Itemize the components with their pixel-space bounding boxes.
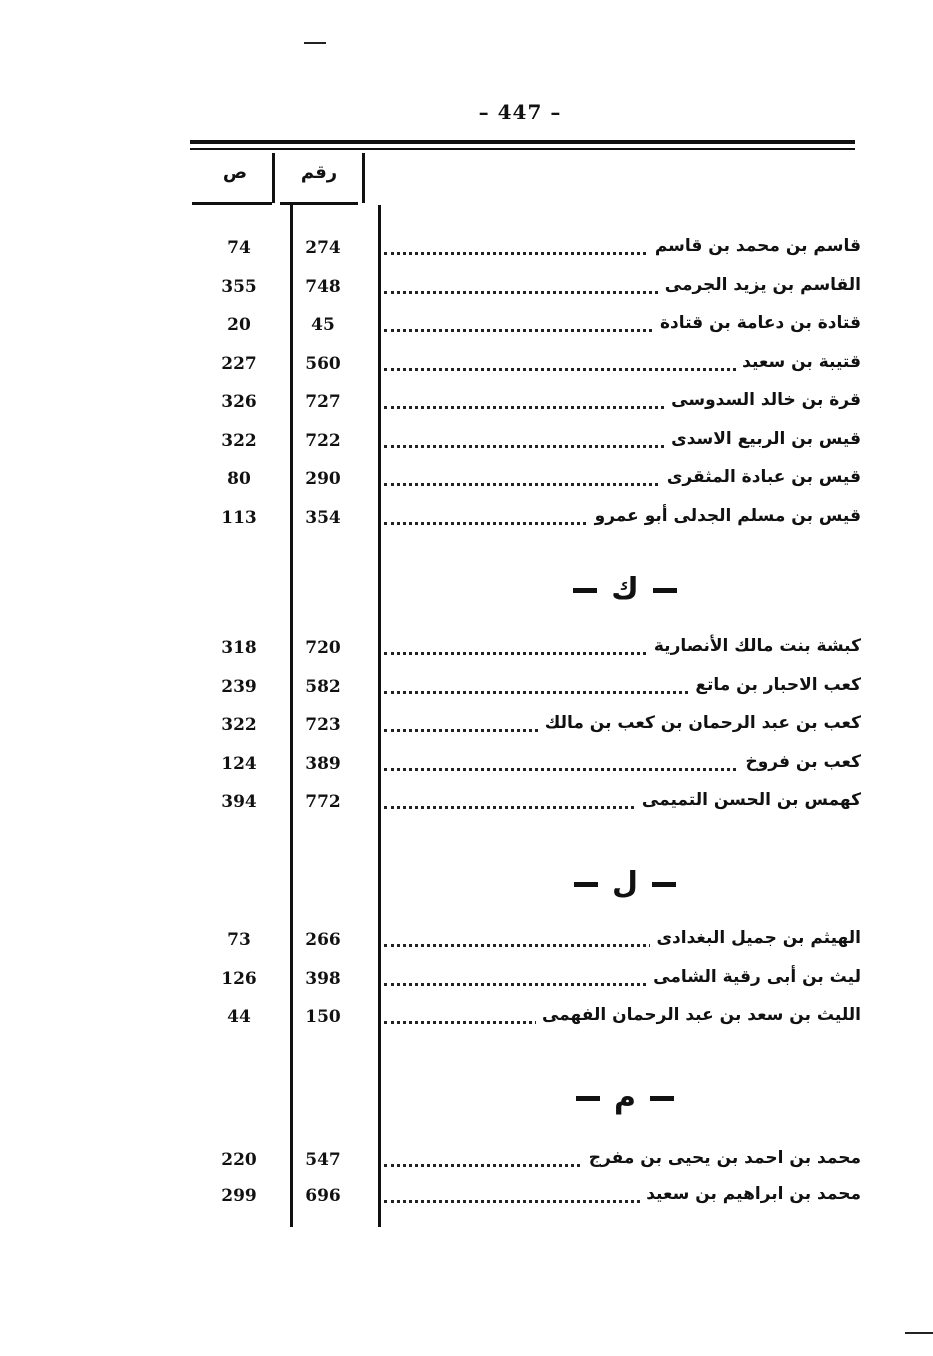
entry-page: 73	[227, 930, 251, 950]
entry-name: الليث بن سعد بن عبد الرحمان الفهمى	[536, 1005, 861, 1025]
index-entry	[0, 275, 933, 313]
entry-page: 326	[221, 392, 257, 412]
entry-page: 299	[221, 1186, 257, 1206]
entry-name: قاسم بن محمد بن قاسم	[649, 236, 861, 256]
index-entry	[0, 752, 933, 790]
entry-page: 113	[221, 507, 257, 528]
section-letter-lam: ل	[611, 866, 639, 901]
entry-page: 220	[221, 1150, 257, 1170]
section-heading-lam	[540, 866, 710, 901]
entry-name: قيس بن عبادة المثقرى	[661, 467, 861, 487]
entry-name: كبشة بنت مالك الأنصارية	[648, 636, 861, 656]
entry-page: 239	[221, 676, 257, 697]
entry-page: 20	[227, 315, 251, 335]
entry-name: قيس بن مسلم الجدلى أبو عمرو	[589, 506, 861, 526]
entry-page: 394	[221, 792, 257, 812]
top-rule-thin	[190, 148, 855, 150]
entry-name: كعب بن فروخ	[739, 752, 861, 772]
page-column-header-rule	[192, 202, 272, 205]
entry-page: 44	[227, 1007, 251, 1027]
index-entry	[0, 390, 933, 428]
index-entry	[0, 313, 933, 351]
entry-name: القاسم بن يزيد الجرمى	[659, 275, 861, 295]
entry-number: 266	[305, 930, 341, 950]
entry-number: 748	[305, 276, 341, 297]
entry-number: 696	[305, 1186, 341, 1206]
entry-number: 354	[305, 507, 341, 528]
entry-number: 772	[305, 792, 341, 812]
index-entry	[0, 429, 933, 467]
entry-number: 560	[305, 353, 341, 374]
entry-page: 124	[221, 753, 257, 774]
entry-number: 389	[305, 753, 341, 774]
entry-page: 355	[221, 276, 257, 297]
entry-number: 274	[305, 238, 341, 258]
index-entry	[0, 928, 933, 966]
entry-name: كعب الاحبار بن ماتع	[689, 675, 861, 695]
section-letter-mim: م	[614, 1080, 636, 1115]
dash-right	[573, 588, 597, 593]
dash-left	[650, 1096, 674, 1101]
entry-number: 722	[305, 430, 341, 451]
entry-number: 45	[311, 315, 335, 335]
index-entry	[0, 1148, 933, 1186]
entry-page: 322	[221, 715, 257, 735]
entry-page: 227	[221, 353, 257, 374]
column-divider-right	[362, 153, 365, 203]
dash-right	[574, 882, 598, 887]
entry-number: 290	[305, 469, 341, 489]
entry-page: 126	[221, 968, 257, 989]
entry-number: 150	[305, 1007, 341, 1027]
entry-name: كهمس بن الحسن التميمى	[636, 790, 861, 810]
index-entry	[0, 790, 933, 828]
entry-number: 582	[305, 676, 341, 697]
scan-mark-top	[304, 42, 326, 44]
index-entry	[0, 352, 933, 390]
entry-name: الهيثم بن جميل البغدادى	[650, 928, 861, 948]
entry-name: قرة بن خالد السدوسى	[665, 390, 861, 410]
entry-number: 398	[305, 968, 341, 989]
scan-mark-right	[905, 1332, 933, 1334]
index-entry	[0, 636, 933, 674]
entry-page: 322	[221, 430, 257, 451]
entry-number: 727	[305, 392, 341, 412]
index-entry	[0, 713, 933, 751]
section-heading-mim	[540, 1080, 710, 1115]
index-entry	[0, 1184, 933, 1222]
index-entry	[0, 236, 933, 274]
section-letter-kaf: ك	[611, 572, 639, 607]
column-divider-left	[272, 153, 275, 203]
entry-name: قتادة بن دعامة بن قتادة	[654, 313, 861, 333]
dash-left	[652, 882, 676, 887]
dash-right	[576, 1096, 600, 1101]
index-entry	[0, 1005, 933, 1043]
index-entry	[0, 467, 933, 505]
entry-page: 74	[227, 238, 251, 258]
page-number: – 447 –	[478, 100, 562, 124]
top-rule-thick	[190, 140, 855, 144]
entry-number: 720	[305, 638, 341, 658]
page-column-header: ص	[222, 162, 248, 183]
index-entry	[0, 506, 933, 544]
entry-name: محمد بن احمد بن يحيى بن مفرج	[583, 1148, 861, 1168]
entry-page: 318	[221, 638, 257, 658]
entry-name: قيس بن الربيع الاسدى	[665, 429, 861, 449]
index-entry	[0, 967, 933, 1005]
dash-left	[653, 588, 677, 593]
section-heading-kaf	[540, 572, 710, 607]
entry-name: قتيبة بن سعيد	[736, 352, 861, 372]
entry-number: 547	[305, 1150, 341, 1170]
entry-number: 723	[305, 715, 341, 735]
number-column-header: رقم	[300, 162, 338, 183]
entry-name: كعب بن عبد الرحمان بن كعب بن مالك	[539, 713, 861, 733]
entry-page: 80	[227, 469, 251, 489]
index-entry	[0, 675, 933, 713]
entry-name: محمد بن ابراهيم بن سعيد	[640, 1184, 861, 1204]
entry-name: ليث بن أبى رقية الشامى	[647, 967, 861, 987]
